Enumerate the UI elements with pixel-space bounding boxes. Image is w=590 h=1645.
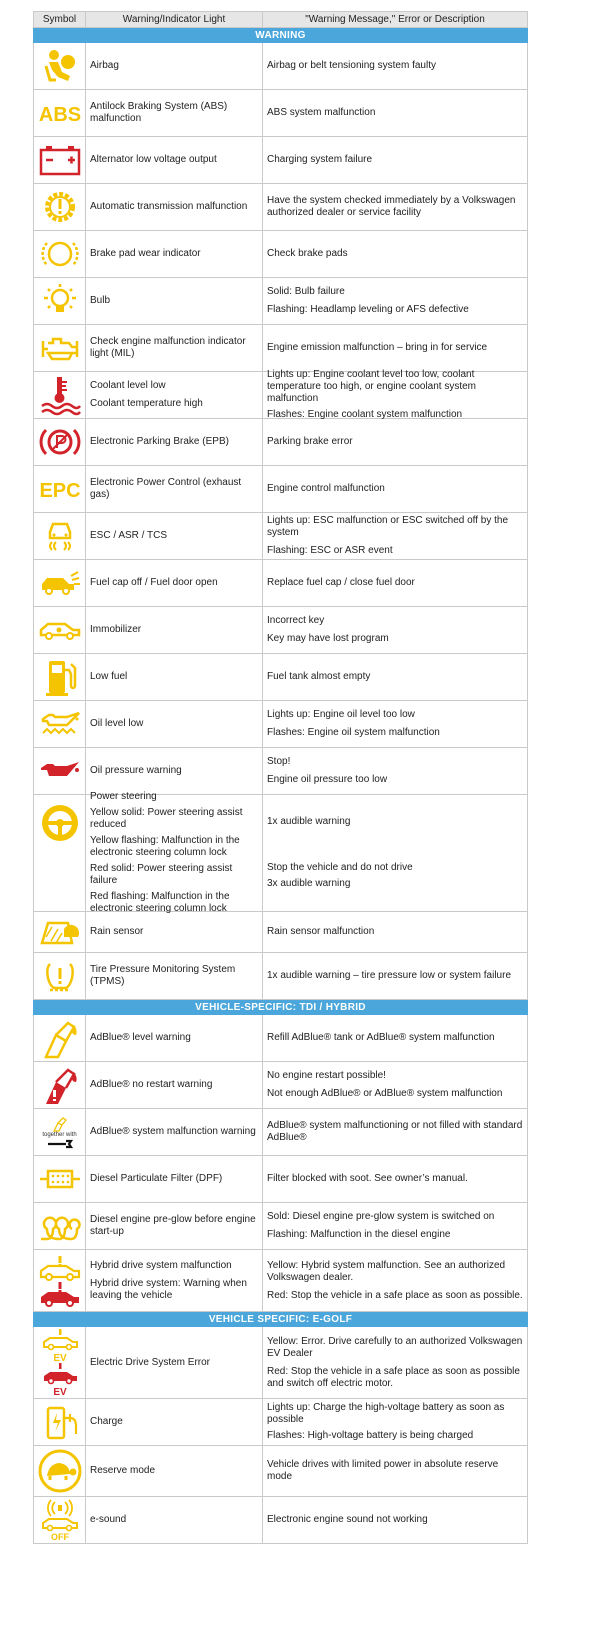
message-cell — [263, 419, 527, 465]
table-row-lowfuel — [33, 654, 528, 701]
light-cell — [86, 513, 263, 559]
epc-icon — [34, 466, 86, 512]
table-row-bulb — [33, 278, 528, 325]
section-warning: WARNING — [33, 28, 528, 43]
light-text: Yellow solid: Power steering assist reduced — [90, 807, 243, 830]
off-label: OFF — [50, 1532, 69, 1542]
light-cell — [86, 1203, 263, 1249]
light-cell — [86, 137, 263, 183]
airbag-icon — [34, 43, 86, 89]
light-cell — [86, 1062, 263, 1108]
message-cell — [263, 1015, 527, 1061]
table-row-hybrid — [33, 1250, 528, 1312]
light-cell — [86, 912, 263, 952]
message-cell — [263, 654, 527, 700]
message-text: Lights up: Engine oil level too low — [267, 709, 415, 720]
message-cell — [263, 325, 527, 371]
light-text: Charge — [90, 1416, 123, 1427]
message-cell — [263, 953, 527, 999]
message-text: Red: Stop the vehicle in a safe place as soon as possible. — [267, 1289, 523, 1301]
brake-pad-icon — [34, 231, 86, 277]
light-cell — [86, 325, 263, 371]
message-cell — [263, 1399, 527, 1445]
parking-brake-icon — [34, 419, 86, 465]
table-row-coolant — [33, 369, 528, 420]
table-row-electric — [33, 1327, 528, 1399]
ev-label-yellow: EV — [52, 1352, 67, 1363]
engine-icon — [34, 325, 86, 371]
message-text: Stop the vehicle and do not drive — [267, 862, 413, 873]
message-text: Vehicle drives with limited power in absolute reserve mode — [267, 1459, 499, 1482]
message-cell — [263, 912, 527, 952]
message-cell — [263, 701, 527, 747]
light-text: Coolant level low — [90, 380, 166, 391]
message-cell — [263, 560, 527, 606]
light-cell — [86, 1446, 263, 1496]
light-text: Airbag — [90, 60, 119, 71]
table-row-charge — [33, 1399, 528, 1446]
message-cell — [263, 137, 527, 183]
message-cell — [263, 43, 527, 89]
message-text: Lights up: Charge the high-voltage battery as soon as possible — [267, 1402, 505, 1425]
header-symbol: Symbol — [34, 12, 86, 27]
message-text: 1x audible warning – tire pressure low or system failure — [267, 970, 511, 981]
light-text: Check engine malfunction indicator light (MIL) — [90, 336, 246, 359]
light-text: Power steering — [90, 791, 157, 802]
tire-pressure-icon — [34, 953, 86, 999]
light-cell — [86, 1156, 263, 1202]
light-cell — [86, 184, 263, 230]
light-cell — [86, 1327, 263, 1398]
message-cell — [263, 795, 527, 911]
section-e-golf: VEHICLE SPECIFIC: E-GOLF — [33, 1312, 528, 1327]
message-cell — [263, 1497, 527, 1543]
header-light: Warning/Indicator Light — [86, 12, 263, 27]
message-cell — [263, 231, 527, 277]
light-text: AdBlue® level warning — [90, 1032, 191, 1043]
fuel-pump-icon — [34, 654, 86, 700]
light-text: Hybrid drive system malfunction — [90, 1259, 232, 1271]
table-row-reserve — [33, 1446, 528, 1497]
message-text: Engine emission malfunction – bring in for service — [267, 342, 488, 353]
epc-icon-label: EPC — [38, 480, 81, 502]
light-cell — [86, 1497, 263, 1543]
message-text: Replace fuel cap / close fuel door — [267, 577, 415, 588]
light-cell — [86, 231, 263, 277]
message-cell — [263, 748, 527, 794]
message-text: Check brake pads — [267, 248, 348, 259]
light-text: Reserve mode — [90, 1465, 156, 1476]
message-cell — [263, 1203, 527, 1249]
message-text: Key may have lost program — [267, 633, 389, 644]
hybrid-car-icon — [34, 1250, 86, 1311]
light-text: Coolant temperature high — [90, 398, 203, 409]
light-cell — [86, 419, 263, 465]
message-text: Lights up: ESC malfunction or ESC switched off by the system — [267, 515, 509, 538]
light-text: Alternator low voltage output — [90, 154, 217, 165]
table-row-adbluesystem — [33, 1109, 528, 1156]
table-row-immobilizer — [33, 607, 528, 654]
header-message: "Warning Message," Error or Description — [305, 13, 485, 25]
light-text: Red flashing: Malfunction in the electronic steering column lock — [90, 891, 230, 914]
warning-lights-table — [33, 11, 528, 1544]
message-text: Not enough AdBlue® or AdBlue® system malfunction — [267, 1088, 503, 1099]
message-cell — [263, 278, 527, 324]
table-row-airbag — [33, 43, 528, 90]
turtle-icon — [34, 1446, 86, 1496]
table-row-tpms — [33, 953, 528, 1000]
message-text: Flashing: Malfunction in the diesel engine — [267, 1229, 451, 1240]
table-row-fuelcap — [33, 560, 528, 607]
message-cell — [263, 513, 527, 559]
message-text: ABS system malfunction — [267, 107, 376, 118]
table-header — [33, 11, 528, 28]
battery-icon — [34, 137, 86, 183]
message-text: Incorrect key — [267, 615, 325, 626]
message-text: Yellow: Error. Drive carefully to an authorized Volkswagen EV Dealer — [267, 1335, 523, 1359]
message-text: Electronic engine sound not working — [267, 1514, 428, 1525]
together-label: together with — [42, 1131, 77, 1138]
table-row-oilpressure — [33, 748, 528, 795]
message-text: 1x audible warning — [267, 816, 351, 827]
message-text: Solid: Bulb failure — [267, 286, 345, 297]
message-text: Engine oil pressure too low — [267, 774, 388, 785]
light-cell — [86, 791, 263, 914]
glow-plug-icon — [34, 1203, 86, 1249]
light-cell — [86, 1250, 263, 1311]
light-text: Diesel engine pre-glow before engine start-up — [90, 1214, 256, 1237]
light-cell — [86, 278, 263, 324]
message-cell — [263, 1156, 527, 1202]
light-text: Electric Drive System Error — [90, 1356, 211, 1368]
message-text: AdBlue® system malfunctioning or not filled with standard AdBlue® — [267, 1120, 523, 1143]
message-text: Flashing: Headlamp leveling or AFS defective — [267, 304, 469, 315]
e-sound-icon — [34, 1497, 86, 1543]
steering-wheel-icon — [34, 795, 86, 911]
message-text: Red: Stop the vehicle in a safe place as soon as possible and switch off electric motor. — [267, 1365, 520, 1389]
adblue-wrench-icon — [34, 1109, 86, 1155]
table-row-esc — [33, 513, 528, 560]
fuel-cap-icon — [34, 560, 86, 606]
light-text: Red solid: Power steering assist failure — [90, 863, 233, 886]
abs-icon — [34, 90, 86, 136]
light-cell — [86, 1109, 263, 1155]
light-text: Electronic Parking Brake (EPB) — [90, 436, 229, 447]
light-text: Automatic transmission malfunction — [90, 201, 248, 212]
message-text: Filter blocked with soot. See owner’s manual. — [267, 1173, 468, 1184]
message-text: Have the system checked immediately by a Volkswagen authorized dealer or service facility — [267, 195, 516, 218]
light-text: Yellow flashing: Malfunction in the electronic steering column lock — [90, 835, 240, 858]
message-text: No engine restart possible! — [267, 1070, 386, 1081]
light-cell — [86, 953, 263, 999]
light-text: Fuel cap off / Fuel door open — [90, 577, 218, 588]
message-text: Flashes: High-voltage battery is being charged — [267, 1430, 474, 1441]
message-cell — [263, 607, 527, 653]
oil-can-icon — [34, 748, 86, 794]
table-row-adbluerestart — [33, 1062, 528, 1109]
light-text: Antilock Braking System (ABS) malfunction — [90, 101, 228, 124]
message-text: Flashing: ESC or ASR event — [267, 545, 393, 556]
message-text: Flashes: Engine oil system malfunction — [267, 727, 440, 738]
table-row-alternator — [33, 137, 528, 184]
table-row-adblue — [33, 1015, 528, 1062]
oil-level-icon — [34, 701, 86, 747]
light-text: e-sound — [90, 1514, 127, 1525]
table-row-esound — [33, 1497, 528, 1544]
light-text: Electronic Power Control (exhaust gas) — [90, 477, 242, 500]
message-cell — [263, 466, 527, 512]
table-row-brakepad — [33, 231, 528, 278]
message-text: Rain sensor malfunction — [267, 926, 375, 937]
message-text: Flashes: Engine coolant system malfunction — [267, 409, 463, 420]
abs-icon-label: ABS — [38, 104, 81, 126]
light-cell — [86, 748, 263, 794]
message-spacer — [267, 830, 523, 860]
message-cell — [263, 1062, 527, 1108]
light-cell — [86, 1399, 263, 1445]
light-cell — [86, 654, 263, 700]
table-row-epc — [33, 466, 528, 513]
message-cell — [263, 1250, 527, 1311]
adblue-red-icon — [34, 1062, 86, 1108]
message-text: Engine control malfunction — [267, 483, 385, 494]
ev-label-red: EV — [52, 1386, 67, 1397]
message-text: Fuel tank almost empty — [267, 671, 371, 682]
message-text: Sold: Diesel engine pre-glow system is switched on — [267, 1211, 495, 1222]
light-text: Low fuel — [90, 671, 128, 682]
table-row-transmission — [33, 184, 528, 231]
light-text: Oil level low — [90, 718, 144, 729]
immobilizer-icon — [34, 607, 86, 653]
light-text: AdBlue® system malfunction warning — [90, 1126, 256, 1137]
light-cell — [86, 701, 263, 747]
light-text: Bulb — [90, 295, 111, 306]
gear-warning-icon — [34, 184, 86, 230]
light-text: Immobilizer — [90, 624, 142, 635]
light-text: ESC / ASR / TCS — [90, 530, 168, 541]
light-cell — [86, 1015, 263, 1061]
light-text: Diesel Particulate Filter (DPF) — [90, 1173, 223, 1184]
table-row-oillevel — [33, 701, 528, 748]
table-row-preglow — [33, 1203, 528, 1250]
light-cell — [86, 372, 263, 418]
table-row-rain — [33, 912, 528, 953]
esc-icon — [34, 513, 86, 559]
light-text: Tire Pressure Monitoring System (TPMS) — [90, 964, 236, 987]
section-tdi-hybrid: VEHICLE-SPECIFIC: TDI / HYBRID — [33, 1000, 528, 1015]
light-cell — [86, 90, 263, 136]
light-text: AdBlue® no restart warning — [90, 1079, 213, 1090]
table-row-engine — [33, 325, 528, 372]
message-text: Yellow: Hybrid system malfunction. See an authorized Volkswagen dealer. — [267, 1259, 506, 1283]
light-text: Oil pressure warning — [90, 765, 182, 776]
rain-sensor-icon — [34, 912, 86, 952]
message-cell — [263, 1446, 527, 1496]
table-row-steering — [33, 791, 528, 914]
message-cell — [263, 90, 527, 136]
message-text: Refill AdBlue® tank or AdBlue® system malfunction — [267, 1032, 495, 1043]
message-text: Airbag or belt tensioning system faulty — [267, 60, 436, 71]
light-cell — [86, 43, 263, 89]
message-text: 3x audible warning — [267, 878, 351, 889]
bulb-icon — [34, 278, 86, 324]
light-text: Hybrid drive system: Warning when leaving the vehicle — [90, 1277, 247, 1301]
table-row-epb — [33, 419, 528, 466]
ev-car-icon — [34, 1327, 86, 1398]
message-text: Stop! — [267, 756, 291, 767]
message-cell — [263, 1327, 527, 1398]
message-cell — [263, 184, 527, 230]
light-text: Brake pad wear indicator — [90, 248, 201, 259]
charge-plug-icon — [34, 1399, 86, 1445]
coolant-icon — [34, 372, 86, 418]
message-text: Lights up: Engine coolant level too low, coolant temperature too high, or engine coolant system malfunction — [267, 369, 477, 404]
message-text: Parking brake error — [267, 436, 353, 447]
adblue-icon — [34, 1015, 86, 1061]
table-row-dpf — [33, 1156, 528, 1203]
light-cell — [86, 466, 263, 512]
table-row-abs — [33, 90, 528, 137]
message-cell — [263, 1109, 527, 1155]
light-cell — [86, 560, 263, 606]
message-cell — [263, 369, 527, 420]
light-text: Rain sensor — [90, 926, 144, 937]
message-text: Charging system failure — [267, 154, 373, 165]
dpf-icon — [34, 1156, 86, 1202]
light-cell — [86, 607, 263, 653]
